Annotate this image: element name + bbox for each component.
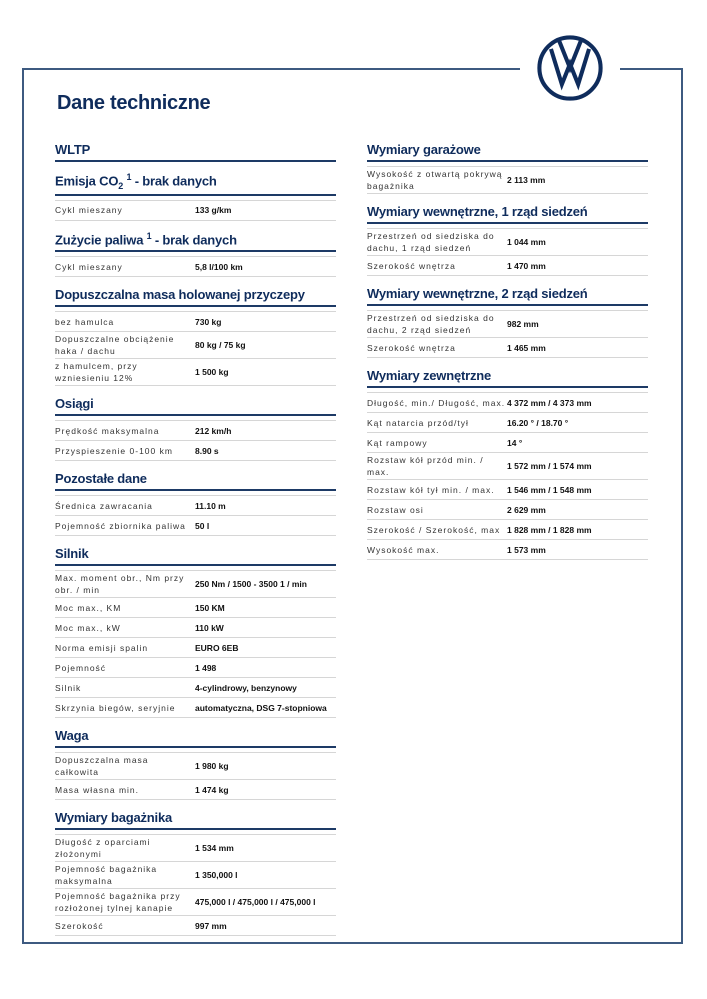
footnote-marker: 1 — [126, 172, 132, 182]
spec-label: z hamulcem, przy wzniesieniu 12% — [55, 361, 138, 384]
section-heading-text: Zużycie paliwa — [55, 232, 144, 248]
spec-row — [55, 835, 336, 862]
spec-section — [55, 283, 336, 386]
spec-value: 1 572 mm / 1 574 mm — [507, 461, 592, 471]
right-column — [367, 138, 648, 566]
spec-label: Wysokość z otwartą pokrywą bagażnika — [367, 169, 503, 191]
spec-row — [367, 500, 648, 520]
spec-label: Pojemność bagażnika maksymalna — [55, 864, 158, 887]
spec-label: Pojemność zbiornika paliwa — [55, 520, 186, 531]
spec-label: Przestrzeń od siedziska do dachu, 1 rząd siedzeń — [367, 231, 495, 253]
section-heading — [55, 724, 336, 748]
vw-logo-icon — [536, 34, 604, 102]
section-heading-suffix: - brak danych — [151, 232, 237, 248]
spec-value: 212 km/h — [195, 425, 232, 436]
spec-row — [55, 678, 336, 698]
spec-row — [55, 658, 336, 678]
section-heading — [367, 282, 648, 306]
spec-section — [55, 806, 336, 936]
spec-row — [367, 311, 648, 338]
spec-section — [55, 138, 336, 162]
spec-value: 50 l — [195, 520, 210, 531]
spec-label: Silnik — [55, 682, 82, 693]
spec-row — [55, 780, 336, 800]
section-heading-text: Wymiary wewnętrzne, 1 rząd siedzeń — [367, 204, 588, 219]
spec-section — [55, 542, 336, 718]
spec-label: Dopuszczalna masa całkowita — [55, 755, 149, 778]
spec-value: 150 KM — [195, 602, 225, 613]
spec-row — [55, 862, 336, 889]
spec-row — [55, 638, 336, 658]
spec-section — [367, 138, 648, 194]
section-heading-text: Osiągi — [55, 396, 94, 412]
spec-value: 1 546 mm / 1 548 mm — [507, 484, 592, 495]
spec-value: 5,8 l/100 km — [195, 261, 243, 272]
spec-value: 2 629 mm — [507, 504, 546, 515]
spec-value: 4 372 mm / 4 373 mm — [507, 397, 592, 408]
spec-label: Długość, min./ Długość, max. — [367, 397, 506, 408]
spec-section — [55, 467, 336, 536]
spec-label: Max. moment obr., Nm przy obr. / min — [55, 573, 185, 596]
spec-row — [367, 453, 648, 480]
section-heading — [367, 364, 648, 388]
spec-value: 80 kg / 75 kg — [195, 340, 246, 351]
section-heading — [55, 227, 336, 252]
section-heading — [55, 806, 336, 830]
spec-label: Rozstaw kół przód min. / max. — [367, 455, 484, 477]
spec-label: Kąt natarcia przód/tył — [367, 417, 469, 428]
section-heading — [55, 467, 336, 491]
spec-label: Szerokość wnętrza — [367, 342, 456, 353]
spec-value: 982 mm — [507, 319, 539, 329]
spec-row — [367, 433, 648, 453]
spec-label: Cykl mieszany — [55, 261, 123, 272]
spec-row — [367, 338, 648, 358]
spec-row — [55, 257, 336, 277]
section-heading-text: WLTP — [55, 142, 91, 157]
spec-value: 1 498 — [195, 662, 217, 673]
spec-row — [55, 201, 336, 221]
section-heading-text: Dopuszczalna masa holowanej przyczepy — [55, 287, 305, 303]
spec-section — [55, 392, 336, 461]
spec-value: 1 980 kg — [195, 761, 229, 772]
spec-value: 475,000 l / 475,000 l / 475,000 l — [195, 897, 316, 908]
section-heading — [55, 168, 336, 196]
spec-value: 1 534 mm — [195, 843, 234, 854]
spec-row — [55, 598, 336, 618]
spec-label: Cykl mieszany — [55, 205, 123, 216]
spec-label: Rozstaw osi — [367, 504, 424, 515]
section-heading-text: Silnik — [55, 546, 89, 562]
spec-value: 1 573 mm — [507, 544, 546, 555]
spec-label: Norma emisji spalin — [55, 642, 149, 653]
spec-label: Prędkość maksymalna — [55, 425, 160, 436]
spec-label: Skrzynia biegów, seryjnie — [55, 702, 176, 713]
section-heading-text: Emisja CO — [55, 173, 119, 189]
left-column — [55, 138, 336, 942]
section-heading-text: Wymiary bagażnika — [55, 810, 173, 826]
subscript: 2 — [118, 180, 124, 191]
spec-label: Pojemność — [55, 662, 107, 673]
section-heading-suffix: - brak danych — [131, 173, 217, 189]
spec-value: 8.90 s — [195, 445, 219, 456]
spec-row — [367, 393, 648, 413]
spec-value: 1 465 mm — [507, 342, 546, 353]
section-heading — [55, 138, 336, 162]
spec-row — [55, 332, 336, 359]
spec-value: 1 470 mm — [507, 260, 546, 271]
spec-row — [367, 229, 648, 256]
spec-value: 4-cylindrowy, benzynowy — [195, 682, 297, 693]
spec-value: 1 044 mm — [507, 237, 546, 247]
spec-row — [367, 480, 648, 500]
spec-label: Moc max., kW — [55, 622, 121, 633]
spec-row — [55, 421, 336, 441]
spec-row — [55, 753, 336, 780]
spec-section — [367, 200, 648, 276]
spec-label: Dopuszczalne obciążenie haka / dachu — [55, 334, 175, 357]
spec-section — [55, 168, 336, 221]
spec-label: Kąt rampowy — [367, 437, 428, 448]
spec-value: 1 350,000 l — [195, 870, 238, 881]
spec-row — [367, 520, 648, 540]
spec-value: 110 kW — [195, 622, 224, 633]
spec-row — [55, 618, 336, 638]
section-heading — [55, 283, 336, 307]
spec-label: Masa własna min. — [55, 784, 140, 795]
spec-value: 1 474 kg — [195, 784, 229, 795]
spec-row — [55, 916, 336, 936]
spec-row — [55, 441, 336, 461]
spec-row — [55, 496, 336, 516]
spec-row — [367, 540, 648, 560]
spec-row — [367, 413, 648, 433]
spec-row — [55, 312, 336, 332]
section-heading — [55, 542, 336, 566]
spec-value: 1 828 mm / 1 828 mm — [507, 524, 592, 535]
spec-row — [55, 698, 336, 718]
section-heading-text: Waga — [55, 728, 89, 744]
section-heading-text: Pozostałe dane — [55, 471, 147, 487]
spec-row — [55, 889, 336, 916]
spec-label: Pojemność bagażnika przy rozłożonej tylnej kanapie — [55, 891, 181, 914]
spec-value: 1 500 kg — [195, 367, 229, 378]
spec-value: 250 Nm / 1500 - 3500 1 / min — [195, 579, 307, 590]
spec-row — [367, 167, 648, 194]
section-heading — [367, 138, 648, 162]
spec-row — [367, 256, 648, 276]
spec-row — [55, 516, 336, 536]
spec-label: Moc max., KM — [55, 602, 122, 613]
footnote-marker: 1 — [146, 230, 152, 241]
section-heading-text: Wymiary garażowe — [367, 142, 481, 157]
spec-label: Długość z oparciami złożonymi — [55, 837, 151, 860]
spec-row — [55, 359, 336, 386]
spec-value: 16.20 ° / 18.70 ° — [507, 417, 569, 428]
spec-value: 730 kg — [195, 316, 222, 327]
section-heading-text: Wymiary wewnętrzne, 2 rząd siedzeń — [367, 286, 588, 301]
spec-label: Szerokość / Szerokość, max — [367, 524, 501, 535]
spec-label: Szerokość — [55, 920, 104, 931]
spec-label: Przyspieszenie 0-100 km — [55, 445, 173, 456]
spec-label: bez hamulca — [55, 316, 115, 327]
page-title: Dane techniczne — [57, 92, 211, 114]
spec-label: Średnica zawracania — [55, 500, 153, 511]
spec-section — [367, 282, 648, 358]
spec-label: Wysokość max. — [367, 544, 440, 555]
section-heading-text: Wymiary zewnętrzne — [367, 368, 492, 383]
section-heading — [367, 200, 648, 224]
spec-section — [55, 724, 336, 800]
spec-row — [55, 571, 336, 598]
spec-value: 14 ° — [507, 437, 523, 448]
spec-value: EURO 6EB — [195, 642, 239, 653]
spec-label: Szerokość wnętrza — [367, 260, 456, 271]
spec-value: 133 g/km — [195, 205, 232, 216]
spec-value: 11.10 m — [195, 500, 226, 511]
spec-value: automatyczna, DSG 7-stopniowa — [195, 702, 327, 713]
spec-section — [55, 227, 336, 277]
spec-value: 997 mm — [195, 920, 227, 931]
section-heading — [55, 392, 336, 416]
spec-value: 2 113 mm — [507, 175, 546, 185]
spec-label: Rozstaw kół tył min. / max. — [367, 484, 495, 495]
spec-section — [367, 364, 648, 560]
spec-label: Przestrzeń od siedziska do dachu, 2 rząd siedzeń — [367, 313, 495, 335]
